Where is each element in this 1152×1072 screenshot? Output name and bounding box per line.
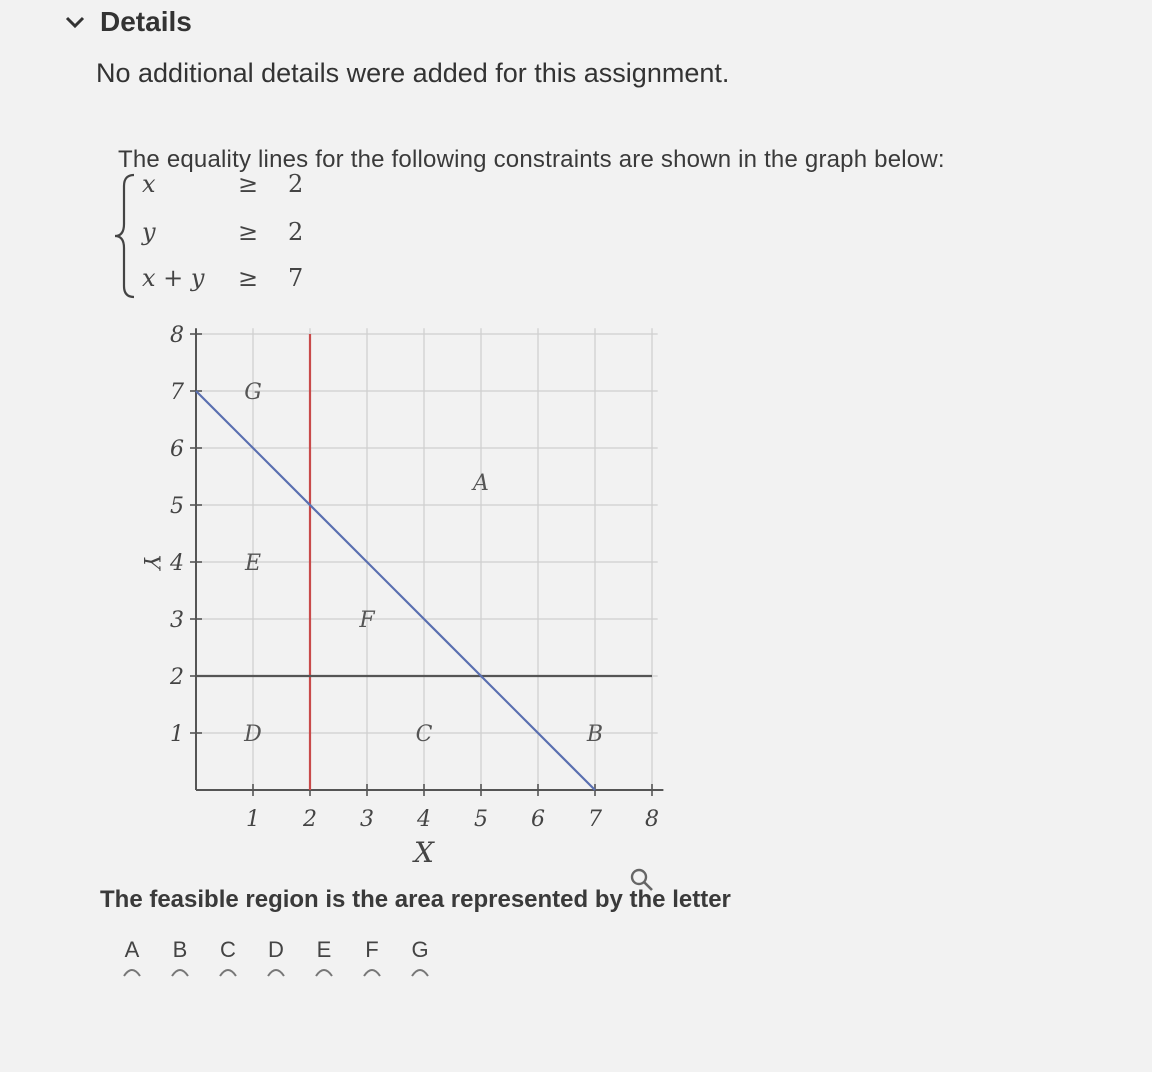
constraint-lhs: x <box>142 170 156 198</box>
choice-label: B <box>172 937 188 962</box>
region-label: D <box>244 722 262 747</box>
chevron-down-icon <box>60 7 90 37</box>
y-tick-label: 1 <box>170 722 184 747</box>
x-tick-label: 4 <box>417 807 431 832</box>
x-tick-label: 1 <box>246 807 260 832</box>
choice-d[interactable] <box>252 938 300 978</box>
problem-prompt: The equality lines for the following constraints are shown in the graph below: <box>118 146 945 173</box>
constraint-rhs: 7 <box>288 264 304 292</box>
details-text: No additional details were added for this assignment. <box>96 58 730 88</box>
constraint-op: ≥ <box>238 170 259 198</box>
region-label: F <box>359 608 375 633</box>
region-label: B <box>586 722 604 747</box>
choice-label: D <box>268 937 284 962</box>
constraint-graph <box>120 322 680 882</box>
x-tick-label: 5 <box>474 807 488 832</box>
radio-button[interactable] <box>121 964 143 978</box>
y-tick-label: 8 <box>170 323 184 348</box>
choice-b[interactable] <box>156 938 204 978</box>
choice-e[interactable] <box>300 938 348 978</box>
constraint-op: ≥ <box>238 218 259 246</box>
y-tick-label: 3 <box>170 608 184 633</box>
y-tick-label: 6 <box>170 437 184 462</box>
choice-label: E <box>316 937 332 962</box>
choice-label: F <box>365 937 379 962</box>
x-tick-label: 2 <box>303 807 317 832</box>
region-label: A <box>473 471 489 497</box>
constraint-lhs: y <box>142 218 156 246</box>
radio-button[interactable] <box>409 964 431 978</box>
choice-label: G <box>411 937 429 962</box>
y-tick-label: 4 <box>170 551 184 576</box>
choice-c[interactable] <box>204 938 252 978</box>
x-tick-label: 8 <box>645 807 659 832</box>
constraint-system <box>112 168 372 308</box>
region-label: C <box>415 722 433 747</box>
choice-label: C <box>220 937 236 962</box>
y-axis-label: Y <box>138 554 163 570</box>
x-tick-label: 6 <box>531 807 545 832</box>
choice-f[interactable] <box>348 938 396 978</box>
details-label: Details <box>100 6 192 37</box>
radio-button[interactable] <box>313 964 335 978</box>
radio-button[interactable] <box>361 964 383 978</box>
constraint-lhs: x + y <box>142 264 205 292</box>
y-tick-label: 7 <box>170 380 184 405</box>
choice-a[interactable] <box>108 938 156 978</box>
question-text: The feasible region is the area represented by the letter <box>100 886 731 913</box>
choice-label: A <box>124 937 140 962</box>
choice-g[interactable] <box>396 938 444 978</box>
y-tick-label: 5 <box>170 494 184 519</box>
y-tick-label: 2 <box>170 665 184 690</box>
radio-button[interactable] <box>265 964 287 978</box>
radio-button[interactable] <box>169 964 191 978</box>
x-tick-label: 3 <box>360 807 374 832</box>
answer-choices <box>108 938 444 978</box>
radio-button[interactable] <box>217 964 239 978</box>
constraint-rhs: 2 <box>288 218 304 246</box>
constraint-op: ≥ <box>238 264 259 292</box>
x-axis-label: X <box>414 836 434 869</box>
brace-icon <box>112 172 138 300</box>
constraint-rhs: 2 <box>288 170 304 198</box>
details-toggle[interactable] <box>60 6 192 38</box>
region-label: E <box>244 551 262 576</box>
x-tick-label: 7 <box>588 807 602 832</box>
region-label: G <box>244 380 262 405</box>
